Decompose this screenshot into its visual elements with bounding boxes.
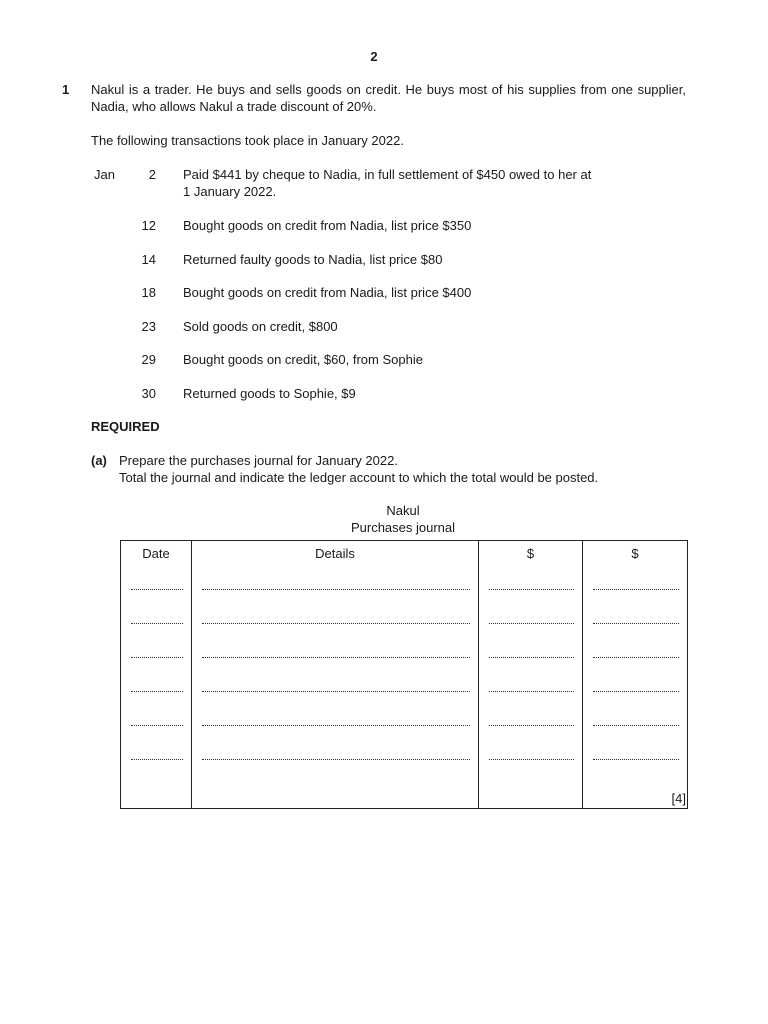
- transaction-line: Paid $441 by cheque to Nadia, in full settlement of $450 owed to her at: [183, 167, 592, 182]
- transaction-text: Returned goods to Sophie, $9: [183, 386, 356, 401]
- answer-dotted-line: [489, 717, 574, 726]
- answer-dotted-line: [131, 615, 183, 624]
- answer-dotted-line: [202, 717, 470, 726]
- total-cell[interactable]: [583, 571, 688, 605]
- header-total: $: [583, 541, 688, 571]
- details-cell[interactable]: [192, 707, 479, 741]
- date-cell[interactable]: [121, 673, 192, 707]
- header-date: Date: [121, 541, 192, 571]
- answer-dotted-line: [593, 751, 679, 760]
- journal-caption: [120, 502, 686, 536]
- required-heading: REQUIRED: [91, 419, 160, 434]
- transaction-text: Returned faulty goods to Nadia, list price $80: [183, 252, 443, 267]
- part-a-instructions: [119, 452, 679, 486]
- transaction-day: 23: [141, 319, 156, 334]
- answer-dotted-line: [131, 581, 183, 590]
- total-cell[interactable]: [583, 707, 688, 741]
- date-cell[interactable]: [121, 741, 192, 775]
- amount-cell[interactable]: [479, 741, 583, 775]
- journal-title: Purchases journal: [350, 520, 456, 535]
- answer-dotted-line: [131, 717, 183, 726]
- blank-cell: [192, 775, 479, 809]
- blank-cell: [479, 775, 583, 809]
- details-cell[interactable]: [192, 605, 479, 639]
- details-cell[interactable]: [192, 741, 479, 775]
- journal-answer-row[interactable]: [121, 707, 688, 741]
- date-cell[interactable]: [121, 639, 192, 673]
- transactions-lead: The following transactions took place in January 2022.: [91, 133, 404, 148]
- details-cell[interactable]: [192, 673, 479, 707]
- answer-dotted-line: [202, 683, 470, 692]
- answer-dotted-line: [202, 751, 470, 760]
- answer-dotted-line: [131, 683, 183, 692]
- date-cell[interactable]: [121, 571, 192, 605]
- answer-dotted-line: [593, 615, 679, 624]
- transactions-month: Jan: [94, 167, 115, 182]
- total-cell[interactable]: [583, 605, 688, 639]
- transaction-day: 18: [141, 285, 156, 300]
- transaction-text: Bought goods on credit from Nadia, list price $350: [183, 218, 472, 233]
- journal-answer-row[interactable]: [121, 571, 688, 605]
- answer-dotted-line: [593, 581, 679, 590]
- part-a-label: (a): [91, 453, 107, 468]
- amount-cell[interactable]: [479, 639, 583, 673]
- part-a-line: Total the journal and indicate the ledger account to which the total would be posted.: [119, 470, 599, 485]
- answer-dotted-line: [202, 615, 470, 624]
- amount-cell[interactable]: [479, 605, 583, 639]
- answer-dotted-line: [131, 649, 183, 658]
- total-cell[interactable]: [583, 673, 688, 707]
- date-cell[interactable]: [121, 605, 192, 639]
- answer-dotted-line: [489, 649, 574, 658]
- details-cell[interactable]: [192, 639, 479, 673]
- total-cell[interactable]: [583, 741, 688, 775]
- header-details: Details: [192, 541, 479, 571]
- part-a-line: Prepare the purchases journal for January 2022.: [119, 453, 398, 468]
- transaction-day: 30: [141, 386, 156, 401]
- answer-dotted-line: [202, 649, 470, 658]
- answer-dotted-line: [489, 751, 574, 760]
- journal-answer-row[interactable]: [121, 605, 688, 639]
- total-cell[interactable]: [583, 639, 688, 673]
- answer-dotted-line: [202, 581, 470, 590]
- date-cell[interactable]: [121, 707, 192, 741]
- transaction-line: 1 January 2022.: [183, 184, 277, 199]
- answer-dotted-line: [593, 683, 679, 692]
- purchases-journal-table: [120, 540, 688, 809]
- answer-dotted-line: [489, 615, 574, 624]
- journal-answer-row[interactable]: [121, 639, 688, 673]
- amount-cell[interactable]: [479, 707, 583, 741]
- transaction-text: [183, 166, 643, 200]
- transaction-day: 2: [148, 167, 156, 182]
- transaction-day: 12: [141, 218, 156, 233]
- amount-cell[interactable]: [479, 673, 583, 707]
- journal-header-row: [121, 541, 688, 571]
- marks-allocation: [4]: [671, 791, 686, 806]
- answer-dotted-line: [489, 683, 574, 692]
- header-amount: $: [479, 541, 583, 571]
- details-cell[interactable]: [192, 571, 479, 605]
- answer-dotted-line: [131, 751, 183, 760]
- question-number: 1: [62, 82, 70, 97]
- transaction-text: Bought goods on credit from Nadia, list price $400: [183, 285, 472, 300]
- transaction-text: Bought goods on credit, $60, from Sophie: [183, 352, 423, 367]
- transaction-text: Sold goods on credit, $800: [183, 319, 338, 334]
- page-number: 2: [370, 49, 378, 64]
- answer-dotted-line: [489, 581, 574, 590]
- amount-cell[interactable]: [479, 571, 583, 605]
- question-intro: Nakul is a trader. He buys and sells goods on credit. He buys most of his supplies from one supplier, Nadia, who allows Nakul a trade discount of 20%.: [91, 82, 686, 114]
- answer-dotted-line: [593, 649, 679, 658]
- journal-answer-row[interactable]: [121, 673, 688, 707]
- blank-cell: [121, 775, 192, 809]
- transaction-day: 29: [141, 352, 156, 367]
- journal-owner: Nakul: [386, 503, 420, 518]
- journal-total-row: [121, 775, 688, 809]
- transaction-day: 14: [141, 252, 156, 267]
- journal-answer-row[interactable]: [121, 741, 688, 775]
- answer-dotted-line: [593, 717, 679, 726]
